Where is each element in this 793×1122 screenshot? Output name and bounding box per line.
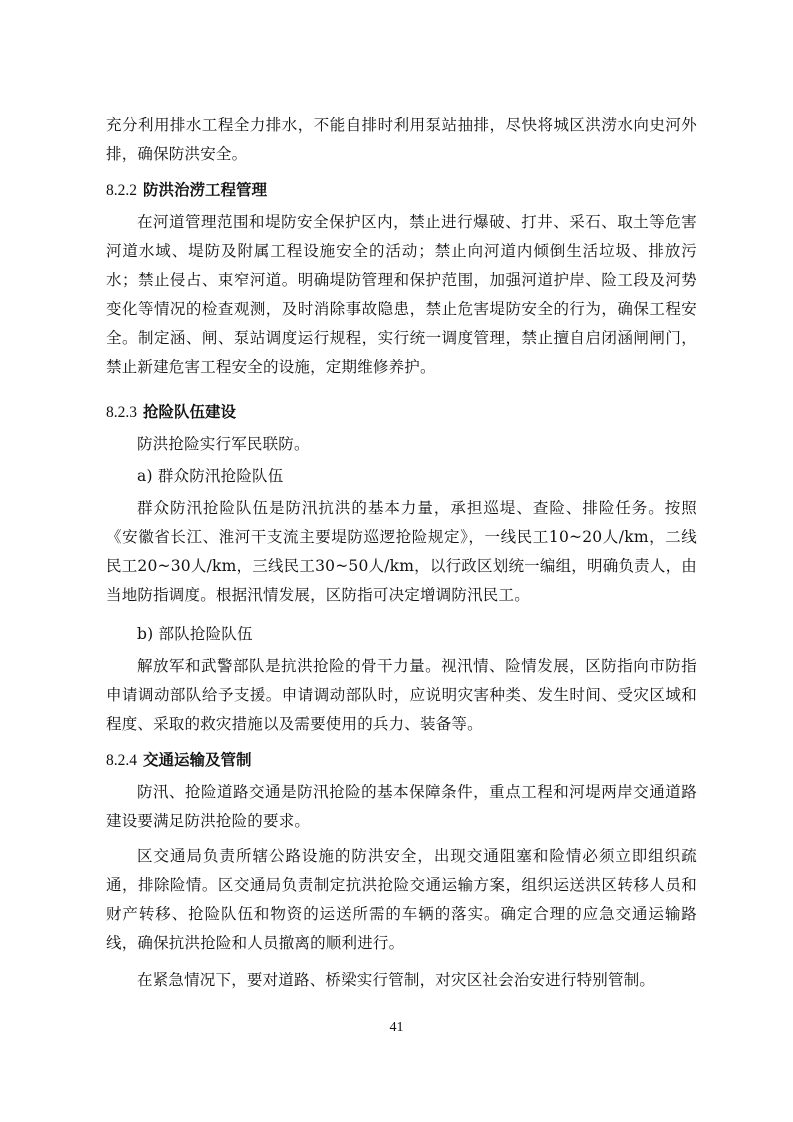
paragraph-mass-teams: 群众防汛抢险队伍是防汛抗洪的基本力量，承担巡堤、查险、排险任务。按照《安徽省长江、淮河干支流主要堤防巡逻抢险规定》，一线民工10~20人/km，二线民工20~30人/km，三线民工30~50人/km，以行政区划统一编组，明确负责人，由当地防指调度。根据汛情发展，区防指可决定增调防汛民工。 [106,499,697,604]
page-number: 41 [389,1020,404,1035]
paragraph-flood-drainage: 充分利用排水工程全力排水，不能自排时利用泵站抽排，尽快将城区洪涝水向史河外排，确保防洪安全。 [106,116,697,163]
paragraph-traffic-roads: 防汛、抢险道路交通是防汛抢险的基本保障条件，重点工程和河堤两岸交通道路建设要满足防洪抢险的要求。 [106,783,697,830]
section-title: 交通运输及管制 [143,751,252,769]
paragraph-emergency-control: 在紧急情况下，要对道路、桥梁实行管制，对灾区社会治安进行特别管制。 [137,971,656,989]
section-heading-8-2-2 [106,176,697,205]
paragraph-transport-bureau: 区交通局负责所辖公路设施的防洪安全，出现交通阻塞和险情必须立即组织疏通，排除险情。区交通局负责制定抗洪抢险交通运输方案，组织运送洪区转移人员和财产转移、抢险队伍和物资的运送所需的车辆的落实。确定合理的应急交通运输路线，确保抗洪抢险和人员撤离的顺利进行。 [106,847,697,952]
section-heading-8-2-4 [106,746,697,775]
section-number: 8.2.3 [106,404,137,421]
paragraph-military-teams: 解放军和武警部队是抗洪抢险的骨干力量。视汛情、险情发展，区防指向市防指申请调动部队给予支援。申请调动部队时，应说明灾害种类、发生时间、受灾区域和程度、采取的救灾措施以及需要使用的兵力、装备等。 [106,657,697,733]
list-item-b: b) 部队抢险队伍 [137,625,253,643]
section-heading-8-2-3 [106,398,697,427]
list-item-a: a) 群众防汛抢险队伍 [137,467,284,485]
paragraph-engineering-management: 在河道管理范围和堤防安全保护区内，禁止进行爆破、打井、采石、取土等危害河道水域、堤防及附属工程设施安全的活动；禁止向河道内倾倒生活垃圾、排放污水；禁止侵占、束窄河道。明确堤防管理和保护范围，加强河道护岸、险工段及河势变化等情况的检查观测，及时消除事故隐患，禁止危害堤防安全的行为，确保工程安全。制定涵、闸、泵站调度运行规程，实行统一调度管理，禁止擅自启闭涵闸闸门，禁止新建危害工程安全的设施，定期维修养护。 [106,213,697,376]
paragraph-joint-defense: 防洪抢险实行军民联防。 [137,435,310,453]
section-number: 8.2.2 [106,182,137,199]
section-title: 抢险队伍建设 [143,403,237,421]
section-title: 防洪治涝工程管理 [143,181,268,199]
section-number: 8.2.4 [106,752,137,769]
